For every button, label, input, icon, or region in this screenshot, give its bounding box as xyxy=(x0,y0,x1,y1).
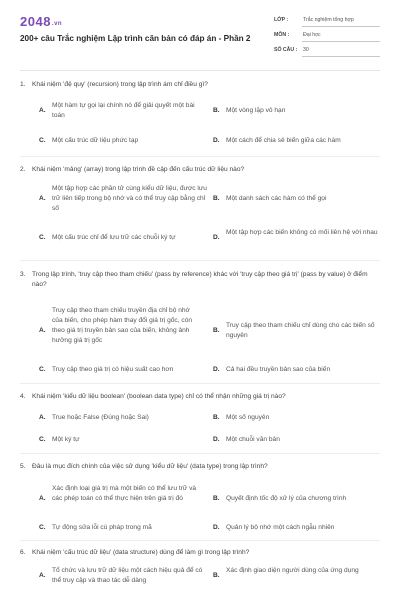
option-a[interactable] xyxy=(39,484,209,514)
option-text: Tổ chức và lưu trữ dữ liệu một cách hiệu quả để có thể truy cập và thao tác dễ dàng xyxy=(52,567,203,584)
question-divider xyxy=(20,540,380,541)
option-letter: C. xyxy=(39,137,46,144)
meta-row-count xyxy=(274,46,380,58)
option-letter: B. xyxy=(213,495,220,502)
option-text: Một hàm tự gọi lại chính nó để giải quyết một bài toán xyxy=(52,102,195,119)
option-letter: C. xyxy=(39,524,46,531)
option-text: Một số nguyên xyxy=(226,414,270,421)
option-letter: A. xyxy=(39,495,46,502)
option-letter: B. xyxy=(213,572,220,579)
option-letter: D. xyxy=(213,137,220,144)
option-text: Một cấu trúc chỉ để lưu trữ các chuỗi ký tự xyxy=(52,234,176,241)
option-d[interactable] xyxy=(213,228,378,248)
option-text: Quản lý bộ nhớ một cách ngẫu nhiên xyxy=(226,524,335,531)
option-letter: D. xyxy=(213,524,220,531)
option-text: Một cấu trúc dữ liệu phức tạp xyxy=(52,137,139,144)
option-letter: B. xyxy=(213,195,220,202)
option-text: Một ký tự xyxy=(52,436,80,443)
option-a[interactable] xyxy=(39,101,204,121)
option-text: Truy cập theo giá trị có hiệu suất cao hơn xyxy=(52,366,174,373)
question-divider xyxy=(20,453,380,454)
question-divider xyxy=(20,260,380,261)
option-letter: B. xyxy=(213,327,220,334)
option-text: Xác định loại giá trị mà một biến có thể lưu trữ và các phép toán có thể thực hiện trên giá trị đó xyxy=(52,485,197,502)
option-text: Một tập hợp các biến không có mối liên hệ với nhau xyxy=(226,229,378,236)
meta-row-subject xyxy=(274,31,380,43)
question-text: Khái niệm 'kiểu dữ liệu boolean' (boolean data type) chỉ có thể nhận những giá trị nào? xyxy=(32,393,286,400)
logo-text: 2048 xyxy=(20,14,51,29)
option-text: Một vòng lặp vô hạn xyxy=(226,107,286,114)
question-text: Khái niệm 'đệ quy' (recursion) trong lập trình ám chỉ điều gì? xyxy=(32,81,208,88)
meta-value: Đại học xyxy=(302,31,380,42)
question-number: 5. xyxy=(20,463,26,470)
option-letter: C. xyxy=(39,436,46,443)
option-text: Truy cập theo tham chiếu truyền địa chỉ bộ nhớ của biến, cho phép hàm thay đổi giá trị gốc, còn theo giá trị truyền bản sao của biến, không ảnh hưởng giá trị gốc xyxy=(52,307,193,344)
option-text: True hoặc False (Đúng hoặc Sai) xyxy=(52,414,149,421)
option-letter: A. xyxy=(39,327,46,334)
option-a[interactable] xyxy=(39,184,209,214)
option-b[interactable] xyxy=(213,566,378,586)
option-letter: A. xyxy=(39,107,46,114)
option-a[interactable] xyxy=(39,566,209,586)
option-letter: A. xyxy=(39,195,46,202)
meta-label: MÔN : xyxy=(274,32,290,38)
option-letter: D. xyxy=(213,436,220,443)
meta-value: 30 xyxy=(302,46,380,57)
option-letter: B. xyxy=(213,107,220,114)
worksheet-header xyxy=(20,14,380,64)
header-divider xyxy=(20,70,380,71)
option-text: Một danh sách các hàm có thể gọi xyxy=(226,195,327,202)
logo-tld: .vn xyxy=(51,21,63,27)
option-text: Xác định giao diện người dùng của ứng dụng xyxy=(226,567,359,574)
option-text: Quyết định tốc độ xử lý của chương trình xyxy=(226,495,347,502)
question-text: Khái niệm 'cấu trúc dữ liệu' (data structure) dùng để làm gì trong lập trình? xyxy=(32,549,250,556)
option-letter: C. xyxy=(39,234,46,241)
document-title: 200+ câu Trắc nghiệm Lập trình căn bản có đáp án - Phần 2 xyxy=(20,34,251,43)
option-text: Tự động sửa lỗi cú pháp trong mã xyxy=(52,524,152,531)
option-text: Truy cập theo tham chiếu chỉ dùng cho các biến số nguyên xyxy=(226,322,375,339)
option-b[interactable] xyxy=(213,321,378,341)
meta-label: SỐ CÂU : xyxy=(274,47,298,53)
question-number: 1. xyxy=(20,81,26,88)
meta-value: Trắc nghiệm tổng hợp xyxy=(302,16,380,27)
meta-row-class xyxy=(274,16,380,28)
option-letter: A. xyxy=(39,572,46,579)
question-number: 3. xyxy=(20,271,26,278)
option-text: Cả hai đều truyền bản sao của biến xyxy=(226,366,331,373)
question-number: 6. xyxy=(20,549,26,556)
option-text: Một cách để chia sẻ biến giữa các hàm xyxy=(226,137,341,144)
site-logo[interactable] xyxy=(20,14,62,29)
option-letter: C. xyxy=(39,366,46,373)
option-text: Một tập hợp các phần tử cùng kiểu dữ liệu, được lưu trữ liên tiếp trong bộ nhớ và có thể truy cập bằng chỉ số xyxy=(52,185,207,212)
question-text: Đâu là mục đích chính của việc sử dụng 'kiểu dữ liệu' (data type) trong lập trình? xyxy=(32,463,268,470)
option-text: Một chuỗi văn bản xyxy=(226,436,280,443)
option-a[interactable] xyxy=(39,306,209,356)
option-letter: D. xyxy=(213,366,220,373)
question-stem xyxy=(20,270,380,290)
meta-label: LỚP : xyxy=(274,17,289,23)
question-number: 4. xyxy=(20,393,26,400)
option-letter: D. xyxy=(213,234,220,241)
option-letter: B. xyxy=(213,414,220,421)
question-divider xyxy=(20,156,380,157)
option-letter: A. xyxy=(39,414,46,421)
question-text: Khái niệm 'mảng' (array) trong lập trình đề cập đến cấu trúc dữ liệu nào? xyxy=(32,166,245,173)
question-divider xyxy=(20,383,380,384)
meta-panel xyxy=(274,16,380,61)
question-number: 2. xyxy=(20,166,26,173)
question-text: Trong lập trình, 'truy cập theo tham chiếu' (pass by reference) khác với 'truy cập theo giá trị' (pass by value) ở điểm nào? xyxy=(32,271,368,288)
